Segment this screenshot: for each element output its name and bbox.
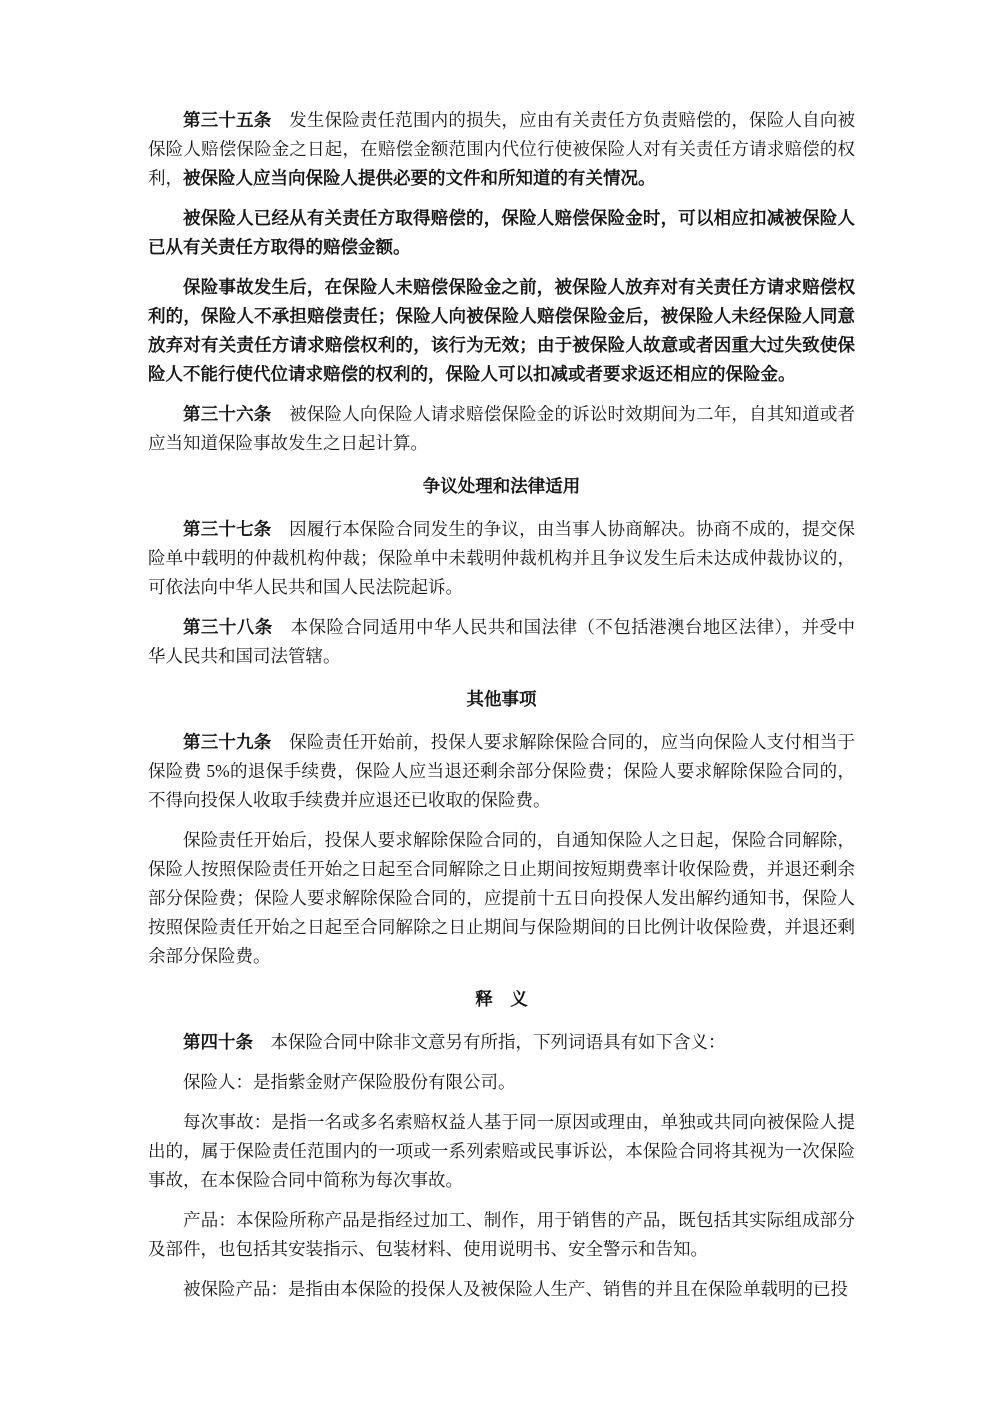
article-39-cancellation-before-start-segment-0: 第三十九条 xyxy=(183,732,272,752)
definition-product-segment-0: 产品：本保险所称产品是指经过加工、制作，用于销售的产品，既包括其实际组成部分及部件，也包括其安装指示、包装材料、使用说明书、安全警示和告知。 xyxy=(148,1210,855,1259)
article-39-cancellation-before-start xyxy=(148,728,855,815)
article-38-governing-law xyxy=(148,613,855,671)
paragraph-cancellation-after-start xyxy=(148,826,855,971)
definition-product xyxy=(148,1206,855,1264)
article-40-definitions-intro xyxy=(148,1028,855,1057)
article-36-limitation-period-segment-1: 被保险人向保险人请求赔偿保险金的诉讼时效期间为二年，自其知道或者应当知道保险事故发生之日起计算。 xyxy=(148,404,856,453)
paragraph-waiver-of-claim-rights xyxy=(148,273,855,389)
article-35-subrogation-segment-0: 第三十五条 xyxy=(183,110,272,130)
article-37-dispute-resolution-segment-0: 第三十七条 xyxy=(183,519,272,539)
article-37-dispute-resolution-segment-1: 因履行本保险合同发生的争议，由当事人协商解决。协商不成的，提交保险单中载明的仲裁机构仲裁；保险单中未载明仲裁机构并且争议发生后未达成仲裁协议的，可依法向中华人民共和国人民法院起诉。 xyxy=(148,519,856,597)
article-39-cancellation-before-start-segment-1: 保险责任开始前，投保人要求解除保险合同的，应当向保险人支付相当于保险费 5%的退保手续费，保险人应当退还剩余部分保险费；保险人要求解除保险合同的，不得向投保人收取手续费并应退还已收取的保险费。 xyxy=(148,732,856,810)
article-36-limitation-period-segment-0: 第三十六条 xyxy=(183,404,272,424)
document-content xyxy=(148,106,855,1304)
section-heading-dispute-and-law-segment-0: 争议处理和法律适用 xyxy=(422,476,581,496)
section-heading-other-matters xyxy=(148,685,855,714)
article-36-limitation-period xyxy=(148,400,855,458)
paragraph-compensation-deduction xyxy=(148,204,855,262)
section-heading-definitions-segment-0: 释 义 xyxy=(475,989,528,1009)
section-heading-other-matters-segment-0: 其他事项 xyxy=(466,689,537,709)
article-35-subrogation-segment-1: 发生保险责任范围内的损失，应由有关责任方负责赔偿的，保险人自向被保险人赔偿保险金之日起，在赔偿金额范围内代位行使被保险人对有关责任方请求赔偿的权利， xyxy=(148,110,856,188)
paragraph-compensation-deduction-segment-0: 被保险人已经从有关责任方取得赔偿的，保险人赔偿保险金时，可以相应扣减被保险人已从有关责任方取得的赔偿金额。 xyxy=(148,208,855,257)
definition-each-accident-segment-0: 每次事故：是指一名或多名索赔权益人基于同一原因或理由，单独或共同向被保险人提出的，属于保险责任范围内的一项或一系列索赔或民事诉讼，本保险合同将其视为一次保险事故，在本保险合同中简称为每次事故。 xyxy=(148,1112,855,1190)
article-40-definitions-intro-segment-0: 第四十条 xyxy=(183,1032,253,1052)
article-38-governing-law-segment-0: 第三十八条 xyxy=(183,617,273,637)
paragraph-cancellation-after-start-segment-0: 保险责任开始后，投保人要求解除保险合同的，自通知保险人之日起，保险合同解除，保险人按照保险责任开始之日起至合同解除之日止期间按短期费率计收保险费，并退还剩余部分保险费；保险人要求解除保险合同的，应提前十五日向投保人发出解约通知书，保险人按照保险责任开始之日起至合同解除之日止期间与保险期间的日比例计收保险费，并退还剩余部分保险费。 xyxy=(148,830,855,966)
section-heading-dispute-and-law xyxy=(148,472,855,501)
definition-insurer-segment-0: 保险人：是指紫金财产保险股份有限公司。 xyxy=(183,1072,516,1092)
definition-insured-product-segment-0: 被保险产品：是指由本保险的投保人及被保险人生产、销售的并且在保险单载明的已投 xyxy=(183,1279,848,1299)
definition-insurer xyxy=(148,1068,855,1097)
article-35-subrogation xyxy=(148,106,855,193)
section-heading-definitions xyxy=(148,985,855,1014)
definition-each-accident xyxy=(148,1108,855,1195)
article-37-dispute-resolution xyxy=(148,515,855,602)
article-40-definitions-intro-segment-1: 本保险合同中除非文意另有所指，下列词语具有如下含义： xyxy=(253,1032,726,1052)
paragraph-waiver-of-claim-rights-segment-0: 保险事故发生后，在保险人未赔偿保险金之前，被保险人放弃对有关责任方请求赔偿权利的，保险人不承担赔偿责任；保险人向被保险人赔偿保险金后，被保险人未经保险人同意放弃对有关责任方请求赔偿权利的，该行为无效；由于被保险人故意或者因重大过失致使保险人不能行使代位请求赔偿的权利的，保险人可以扣减或者要求返还相应的保险金。 xyxy=(148,277,855,384)
article-38-governing-law-segment-1: 本保险合同适用中华人民共和国法律（不包括港澳台地区法律），并受中华人民共和国司法管辖。 xyxy=(148,617,856,666)
article-35-subrogation-segment-2: 被保险人应当向保险人提供必要的文件和所知道的有关情况。 xyxy=(183,168,656,188)
definition-insured-product xyxy=(148,1275,855,1304)
